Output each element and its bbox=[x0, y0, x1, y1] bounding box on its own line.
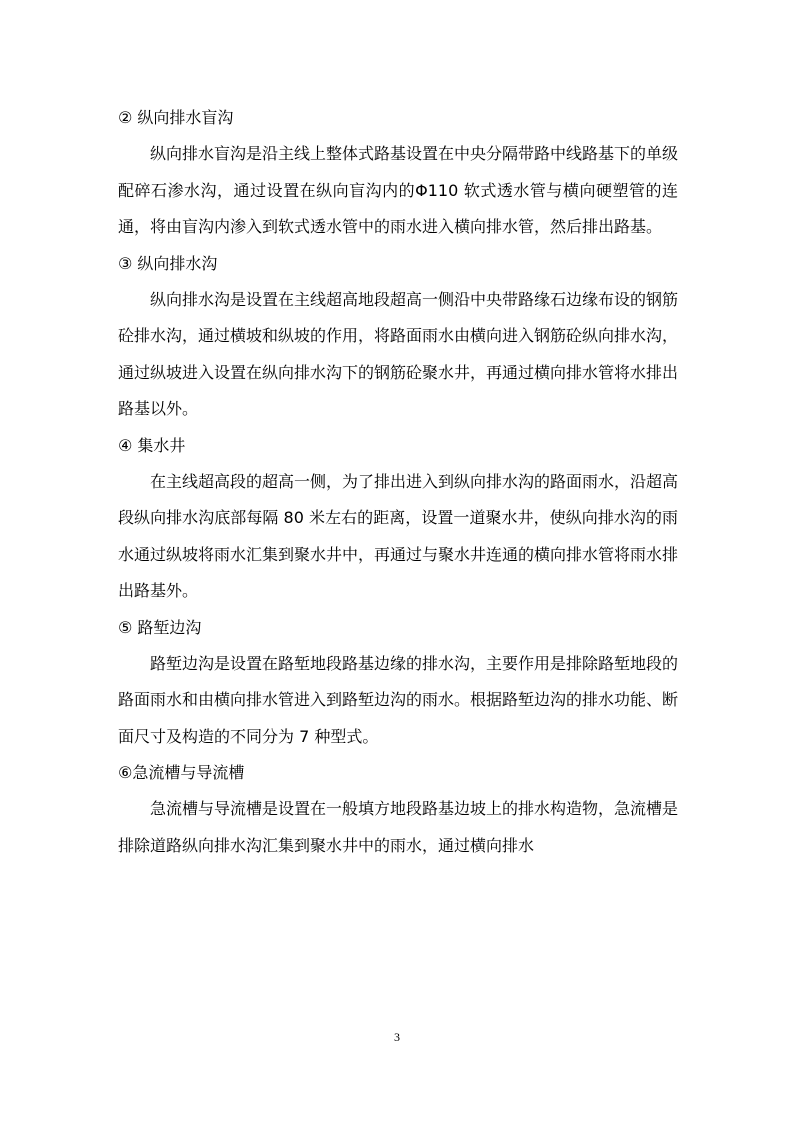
section-longitudinal-drainage-ditch bbox=[118, 246, 678, 428]
section-paragraph: 纵向排水沟是设置在主线超高地段超高一侧沿中央带路缘石边缘布设的钢筋砼排水沟，通过横坡和纵坡的作用，将路面雨水由横向进入钢筋砼纵向排水沟，通过纵坡进入设置在纵向排水沟下的钢筋砼聚水井，再通过横向排水管将水排出路基以外。 bbox=[118, 289, 679, 418]
section-paragraph: 纵向排水盲沟是沿主线上整体式路基设置在中央分隔带路中线路基下的单级配碎石渗水沟，通过设置在纵向盲沟内的Φ110 软式透水管与横向硬塑管的连通，将由盲沟内渗入到软式透水管中的雨水进入横向排水管，然后排出路基。 bbox=[118, 144, 679, 236]
section-heading: ③ 纵向排水沟 bbox=[118, 253, 218, 273]
section-longitudinal-blind-drain bbox=[118, 100, 678, 246]
section-paragraph: 急流槽与导流槽是设置在一般填方地段路基边坡上的排水构造物，急流槽是排除道路纵向排水沟汇集到聚水井中的雨水，通过横向排水 bbox=[118, 799, 679, 855]
section-paragraph: 路堑边沟是设置在路堑地段路基边缘的排水沟，主要作用是排除路堑地段的路面雨水和由横向排水管进入到路堑边沟的雨水。根据路堑边沟的排水功能、断面尺寸及构造的不同分为 7 种型式。 bbox=[118, 653, 679, 746]
section-heading: ② 纵向排水盲沟 bbox=[118, 108, 234, 127]
document-body bbox=[118, 100, 678, 864]
section-heading: ⑥急流槽与导流槽 bbox=[118, 763, 245, 782]
section-paragraph: 在主线超高段的超高一侧，为了排出进入到纵向排水沟的路面雨水，沿超高段纵向排水沟底部每隔 80 米左右的距离，设置一道聚水井，使纵向排水沟的雨水通过纵坡将雨水汇集到聚水井中，再通过与聚水井连通的横向排水管将雨水排出路基外。 bbox=[118, 471, 679, 600]
section-heading: ④ 集水井 bbox=[118, 435, 186, 455]
section-chute-and-guide-channel bbox=[118, 755, 678, 864]
section-catch-basin bbox=[118, 428, 678, 610]
section-heading: ⑤ 路堑边沟 bbox=[118, 617, 202, 637]
page-number: 3 bbox=[394, 1030, 400, 1044]
section-cutting-side-ditch bbox=[118, 610, 678, 756]
